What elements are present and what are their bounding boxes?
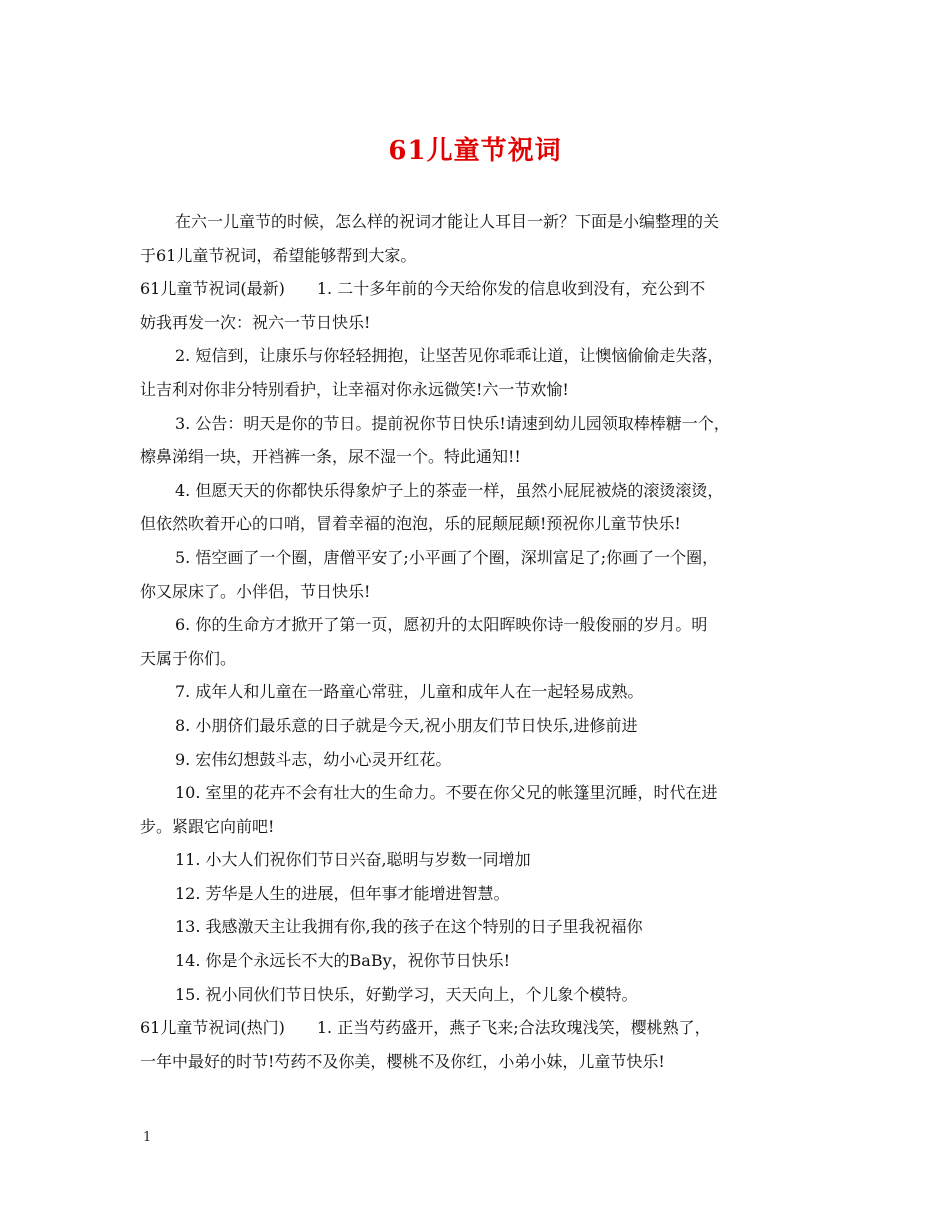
- page-number: 1: [143, 1130, 152, 1145]
- list-item: 14. 你是个永远长不大的BaBy，祝你节日快乐!: [175, 951, 511, 971]
- list-item: 13. 我感激天主让我拥有你,我的孩子在这个特别的日子里我祝福你: [175, 917, 643, 937]
- list-item-continuation: 一年中最好的时节!芍药不及你美，樱桃不及你红，小弟小妹，儿童节快乐!: [140, 1051, 665, 1071]
- list-item-continuation: 妨我再发一次：祝六一节日快乐!: [140, 312, 371, 332]
- list-item: 1. 二十多年前的今天给你发的信息收到没有，充公到不: [316, 279, 706, 299]
- list-item: 4. 但愿天天的你都快乐得象炉子上的茶壶一样，虽然小屁屁被烧的滚烫滚烫，: [175, 480, 724, 500]
- section-line: [140, 272, 812, 306]
- document-body: [140, 205, 812, 1078]
- document-title: 61儿童节祝词: [388, 136, 562, 166]
- list-item-continuation: 你又尿床了。小伴侣，节日快乐!: [140, 581, 371, 601]
- list-item: 8. 小朋侪们最乐意的日子就是今天,祝小朋友们节日快乐,进修前进: [175, 715, 638, 735]
- list-item: 3. 公告：明天是你的节日。提前祝你节日快乐!请速到幼儿园领取棒棒糖一个，: [175, 413, 730, 433]
- list-item: 12. 芳华是人生的进展，但年事才能增进智慧。: [175, 883, 510, 903]
- list-item-continuation: 让吉利对你非分特别看护，让幸福对你永远微笑!六一节欢愉!: [140, 379, 569, 399]
- section-heading: 61儿童节祝词(热门): [140, 1018, 285, 1038]
- section-line: [140, 1011, 812, 1045]
- list-item: 9. 宏伟幻想鼓斗志，幼小心灵开红花。: [175, 749, 452, 769]
- list-item: 2. 短信到，让康乐与你轻轻拥抱，让坚苦见你乖乖让道，让懊恼偷偷走失落，: [175, 346, 724, 366]
- intro-line: 在六一儿童节的时候，怎么样的祝词才能让人耳目一新？下面是小编整理的关: [175, 212, 720, 231]
- list-item-continuation: 但依然吹着开心的口哨，冒着幸福的泡泡，乐的屁颠屁颠!预祝你儿童节快乐!: [140, 514, 681, 534]
- list-item: 6. 你的生命方才掀开了第一页，愿初升的太阳晖映你诗一般俊丽的岁月。明: [175, 615, 708, 635]
- list-item: 1. 正当芍药盛开，燕子飞来;合法玫瑰浅笑，樱桃熟了，: [316, 1018, 711, 1038]
- list-item: 11. 小大人们祝你们节日兴奋,聪明与岁数一同增加: [175, 850, 531, 870]
- list-item: 15. 祝小同伙们节日快乐，好勤学习，天天向上，个儿象个模特。: [175, 984, 638, 1004]
- list-item: 5. 悟空画了一个圈，唐僧平安了;小平画了个圈，深圳富足了;你画了一个圈，: [175, 547, 719, 567]
- intro-line: 于61儿童节祝词，希望能够帮到大家。: [140, 245, 417, 265]
- list-item: 10. 室里的花卉不会有壮大的生命力。不要在你父兄的帐篷里沉睡，时代在进: [175, 783, 718, 803]
- list-item-continuation: 天属于你们。: [140, 648, 237, 668]
- list-item: 7. 成年人和儿童在一路童心常驻，儿童和成年人在一起轻易成熟。: [175, 682, 644, 702]
- list-item-continuation: 步。紧跟它向前吧!: [140, 816, 275, 836]
- section-heading: 61儿童节祝词(最新): [140, 279, 285, 299]
- list-item-continuation: 檫鼻涕绢一块，开裆裤一条，尿不湿一个。特此通知!!: [140, 447, 521, 467]
